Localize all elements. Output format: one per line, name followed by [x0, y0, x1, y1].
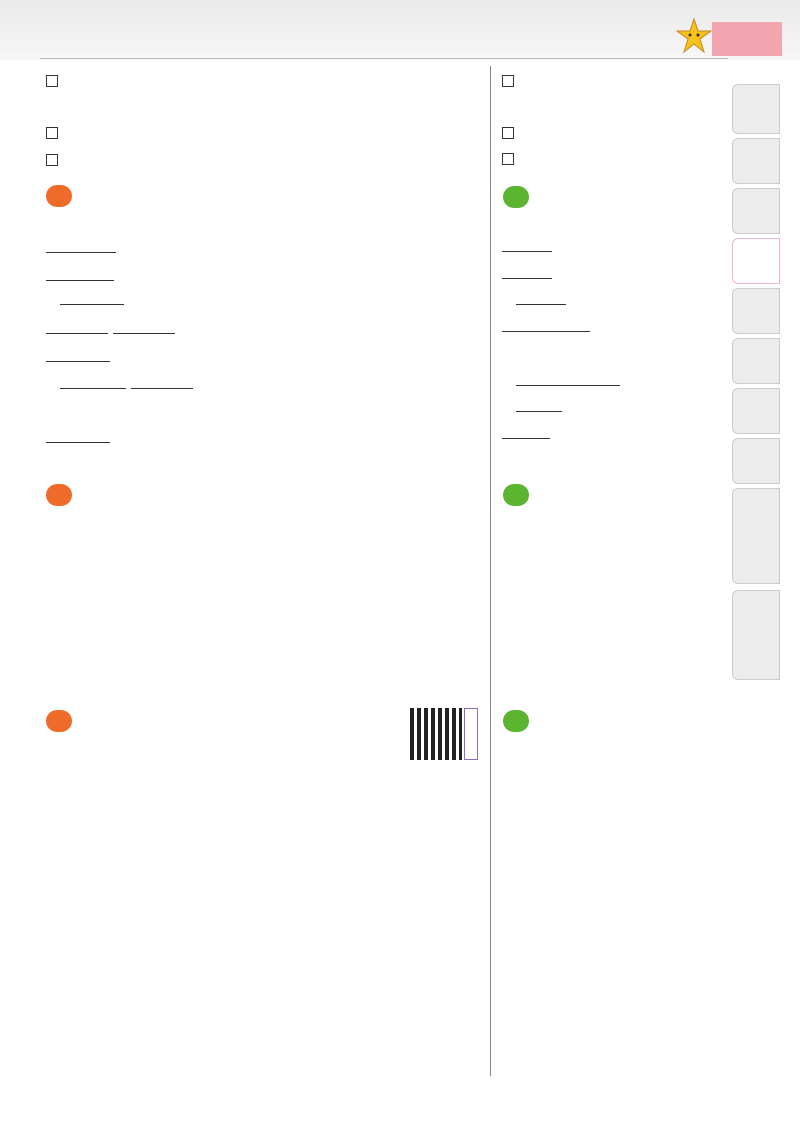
- option-animals[interactable]: [46, 126, 60, 142]
- blank[interactable]: [546, 320, 590, 332]
- blank[interactable]: [564, 374, 620, 386]
- question-2c-1: [46, 241, 116, 257]
- tab-unit-1[interactable]: [732, 84, 780, 134]
- badge-2c-cn: [503, 186, 529, 208]
- blank[interactable]: [131, 377, 193, 389]
- tab-unit-8[interactable]: [732, 438, 780, 484]
- tab-unit-3[interactable]: [732, 188, 780, 234]
- option-cn-animals[interactable]: [502, 126, 516, 142]
- header-divider: [40, 58, 728, 59]
- blank[interactable]: [516, 374, 564, 386]
- question-2c-4-cont: [60, 377, 193, 393]
- tab-unit-7[interactable]: [732, 388, 780, 434]
- badge-3a: [46, 710, 72, 732]
- badge-2d: [46, 484, 72, 506]
- tab-unit-4[interactable]: [732, 238, 780, 284]
- question-2c-cn-5: [502, 427, 550, 443]
- question-2c-cn-2-cont: [516, 293, 566, 309]
- tab-unit-2[interactable]: [732, 138, 780, 184]
- star-mascot-icon: [676, 18, 712, 54]
- question-2c-cn-1: [502, 240, 552, 256]
- option-protect[interactable]: [46, 153, 60, 169]
- blank[interactable]: [502, 267, 552, 279]
- question-2c-cn-4-cont2: [516, 400, 562, 416]
- question-2c-5: [46, 431, 110, 447]
- question-2c-4: [46, 349, 110, 366]
- tab-grammar-answers[interactable]: [732, 590, 780, 680]
- blank[interactable]: [502, 320, 546, 332]
- question-2c-3: [46, 322, 175, 338]
- blank[interactable]: [502, 427, 550, 439]
- option-cn-vessel[interactable]: [502, 74, 516, 90]
- blank[interactable]: [46, 350, 110, 362]
- audio-reading-label[interactable]: [464, 708, 478, 760]
- blank[interactable]: [502, 240, 552, 252]
- badge-3a-cn: [503, 710, 529, 732]
- tab-unit-5[interactable]: [732, 288, 780, 334]
- blank[interactable]: [46, 322, 108, 334]
- question-2c-2-cont: [60, 293, 124, 309]
- blank[interactable]: [46, 241, 116, 253]
- tab-reading-plus[interactable]: [732, 488, 780, 584]
- blank[interactable]: [60, 293, 124, 305]
- badge-2d-cn: [503, 484, 529, 506]
- tab-unit-6[interactable]: [732, 338, 780, 384]
- option-cn-protect[interactable]: [502, 152, 516, 168]
- badge-2c: [46, 185, 72, 207]
- page-number: [712, 22, 782, 56]
- page-header: [0, 0, 800, 60]
- blank[interactable]: [516, 400, 562, 412]
- question-2c-2: [46, 269, 114, 285]
- blank[interactable]: [46, 431, 110, 443]
- qr-code[interactable]: [410, 708, 462, 760]
- blank[interactable]: [113, 322, 175, 334]
- question-2c-cn-4-cont: [516, 374, 620, 390]
- blank[interactable]: [60, 377, 126, 389]
- option-vessel[interactable]: [46, 74, 60, 90]
- column-divider: [490, 66, 491, 1076]
- blank[interactable]: [516, 293, 566, 305]
- blank[interactable]: [46, 269, 114, 281]
- question-2c-cn-2: [502, 267, 552, 283]
- question-2c-cn-3: [502, 320, 590, 336]
